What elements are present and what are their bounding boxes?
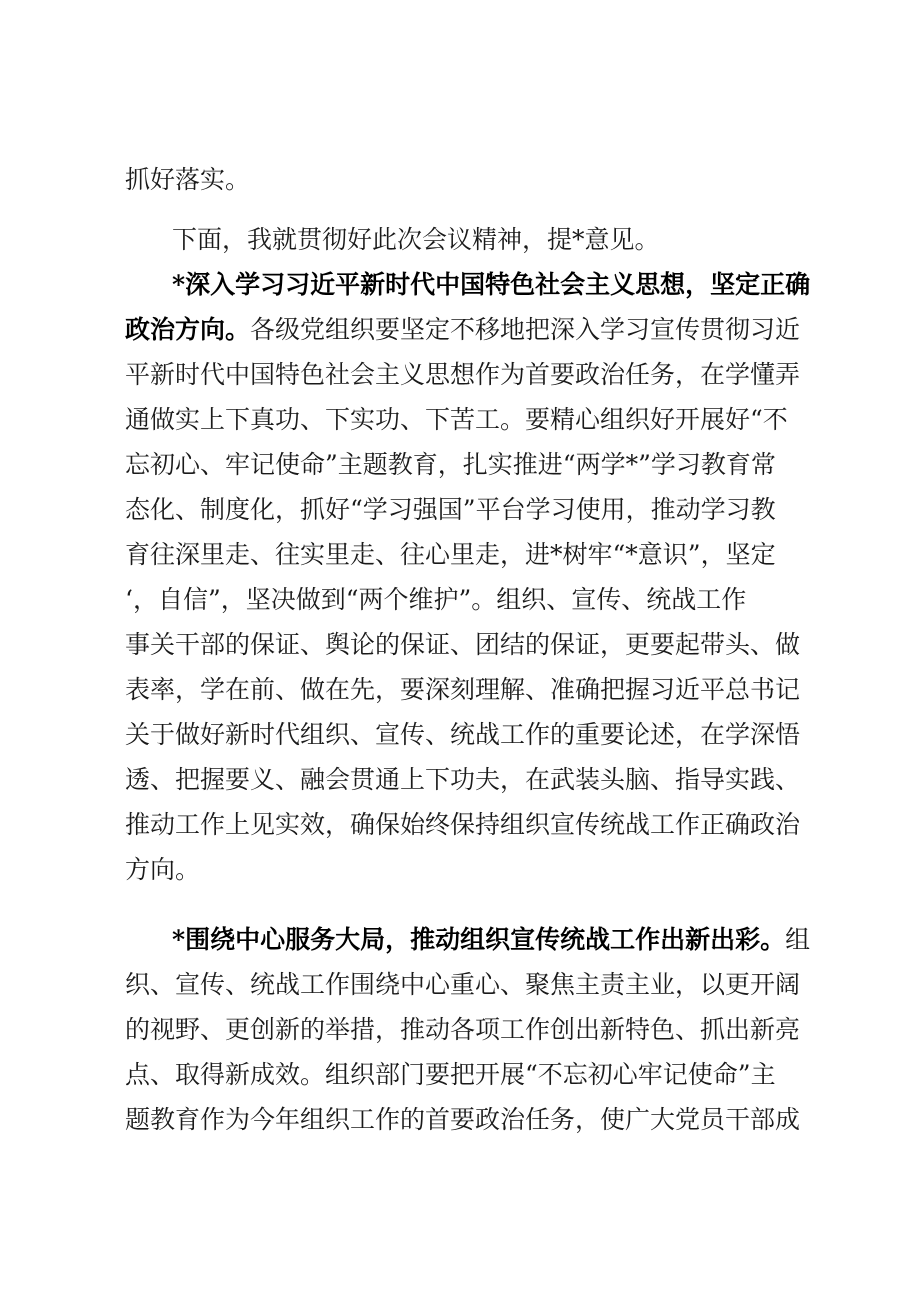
text-run: 平新时代中国特色社会主义思想作为首要政治任务，在学懂弄 <box>125 360 801 389</box>
text-run: 各级党组织要坚定不移地把深入学习宣传贯彻习近 <box>250 315 801 344</box>
text-run: 点、取得新成效。组织部门要把开展“不忘初心牢记使命”主 <box>125 1060 776 1089</box>
paragraph-line <box>125 1010 805 1050</box>
text-run: 方向。 <box>125 855 201 884</box>
paragraph-line <box>125 535 805 575</box>
paragraph-line <box>125 850 805 890</box>
paragraph-line <box>172 220 802 260</box>
section-heading-line <box>172 920 811 960</box>
text-run: 织、宣传、统战工作围绕中心重心、聚焦主责主业，以更开阔 <box>125 970 801 999</box>
text-run: 忘初心、牢记使命”主题教育，扎实推进“两学*”学习教育常 <box>125 450 776 479</box>
text-run: 事关干部的保证、舆论的保证、团结的保证，更要起带头、做 <box>125 630 801 659</box>
text-run: 的视野、更创新的举措，推动各项工作创出新特色、抓出新亮 <box>125 1015 801 1044</box>
paragraph-line <box>125 1055 805 1095</box>
paragraph-line <box>125 490 805 530</box>
paragraph-line <box>125 400 805 440</box>
text-run: 通做实上下真功、下实功、下苦工。要精心组织好开展好“不 <box>125 405 788 434</box>
text-run: 题教育作为今年组织工作的首要政治任务，使广大党员干部成 <box>125 1105 801 1134</box>
paragraph-line <box>125 760 805 800</box>
section-heading: 政治方向。 <box>125 315 251 344</box>
paragraph-line <box>125 310 805 350</box>
paragraph-line <box>125 715 805 755</box>
text-run: 关于做好新时代组织、宣传、统战工作的重要论述，在学深悟 <box>125 720 801 749</box>
paragraph-line <box>125 445 805 485</box>
paragraph-line <box>125 1100 805 1140</box>
section-heading: *围绕中心服务大局，推动组织宣传统战工作出新出彩。 <box>172 925 786 954</box>
section-heading-line <box>172 265 811 305</box>
paragraph-line <box>125 580 805 620</box>
paragraph-line <box>125 805 805 845</box>
text-run: 组 <box>785 925 811 954</box>
text-run: 透、把握要义、融会贯通上下功夫，在武装头脑、指导实践、 <box>125 765 801 794</box>
text-run: 推动工作上见实效，确保始终保持组织宣传统战工作正确政治 <box>125 810 801 839</box>
text-run: ‘，自信”，坚决做到“两个维护”。组织、宣传、统战工作 <box>125 585 747 614</box>
paragraph-line <box>125 965 805 1005</box>
paragraph-line <box>125 355 805 395</box>
text-run: 下面，我就贯彻好此次会议精神，提*意见。 <box>172 225 660 254</box>
text-run: 育往深里走、往实里走、往心里走，进*树牢“*意识”，坚定 <box>125 540 776 569</box>
text-run: 态化、制度化，抓好“学习强国”平台学习使用，推动学习教 <box>125 495 776 524</box>
paragraph-line <box>125 160 805 200</box>
paragraph-line <box>125 625 805 665</box>
text-run: 表率，学在前、做在先，要深刻理解、准确把握习近平总书记 <box>125 675 801 704</box>
text-run: 抓好落实。 <box>125 165 251 194</box>
paragraph-line <box>125 670 805 710</box>
section-heading: *深入学习习近平新时代中国特色社会主义思想，坚定正确 <box>172 270 811 299</box>
